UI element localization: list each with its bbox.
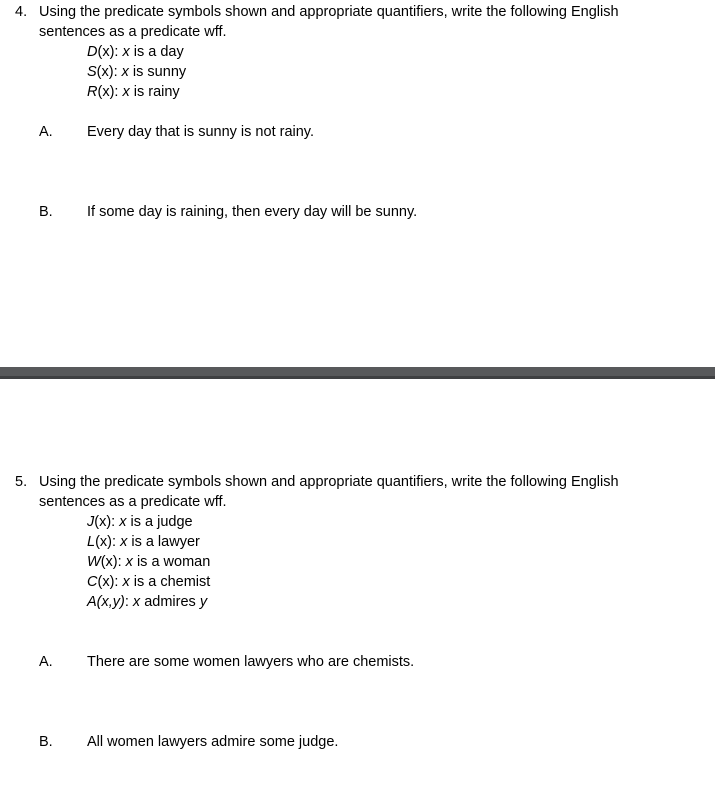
predicate-definition: J(x): x is a judge [87, 514, 193, 530]
part-letter: A. [39, 124, 53, 140]
part-letter: B. [39, 204, 53, 220]
page-divider [0, 367, 715, 379]
predicate-definition: L(x): x is a lawyer [87, 534, 200, 550]
question-prompt: Using the predicate symbols shown and appropriate quantifiers, write the following English [39, 4, 619, 20]
question-prompt-continued: sentences as a predicate wff. [39, 24, 227, 40]
question-number: 5. [15, 474, 28, 490]
part-sentence: Every day that is sunny is not rainy. [87, 124, 315, 140]
predicate-definition: C(x): x is a chemist [87, 574, 211, 590]
part-sentence: All women lawyers admire some judge. [87, 734, 339, 750]
part-sentence: If some day is raining, then every day will be sunny. [87, 204, 418, 220]
part-sentence: There are some women lawyers who are chemists. [87, 654, 415, 670]
predicate-definition: R(x): x is rainy [87, 84, 180, 100]
predicate-definition: W(x): x is a woman [87, 554, 211, 570]
predicate-definition: D(x): x is a day [87, 44, 184, 60]
part-letter: B. [39, 734, 53, 750]
part-letter: A. [39, 654, 53, 670]
question-number: 4. [15, 4, 28, 20]
question-prompt: Using the predicate symbols shown and appropriate quantifiers, write the following English [39, 474, 619, 490]
predicate-definition: S(x): x is sunny [87, 64, 187, 80]
question-prompt-continued: sentences as a predicate wff. [39, 494, 227, 510]
predicate-definition: A(x,y): x admires y [87, 594, 208, 610]
